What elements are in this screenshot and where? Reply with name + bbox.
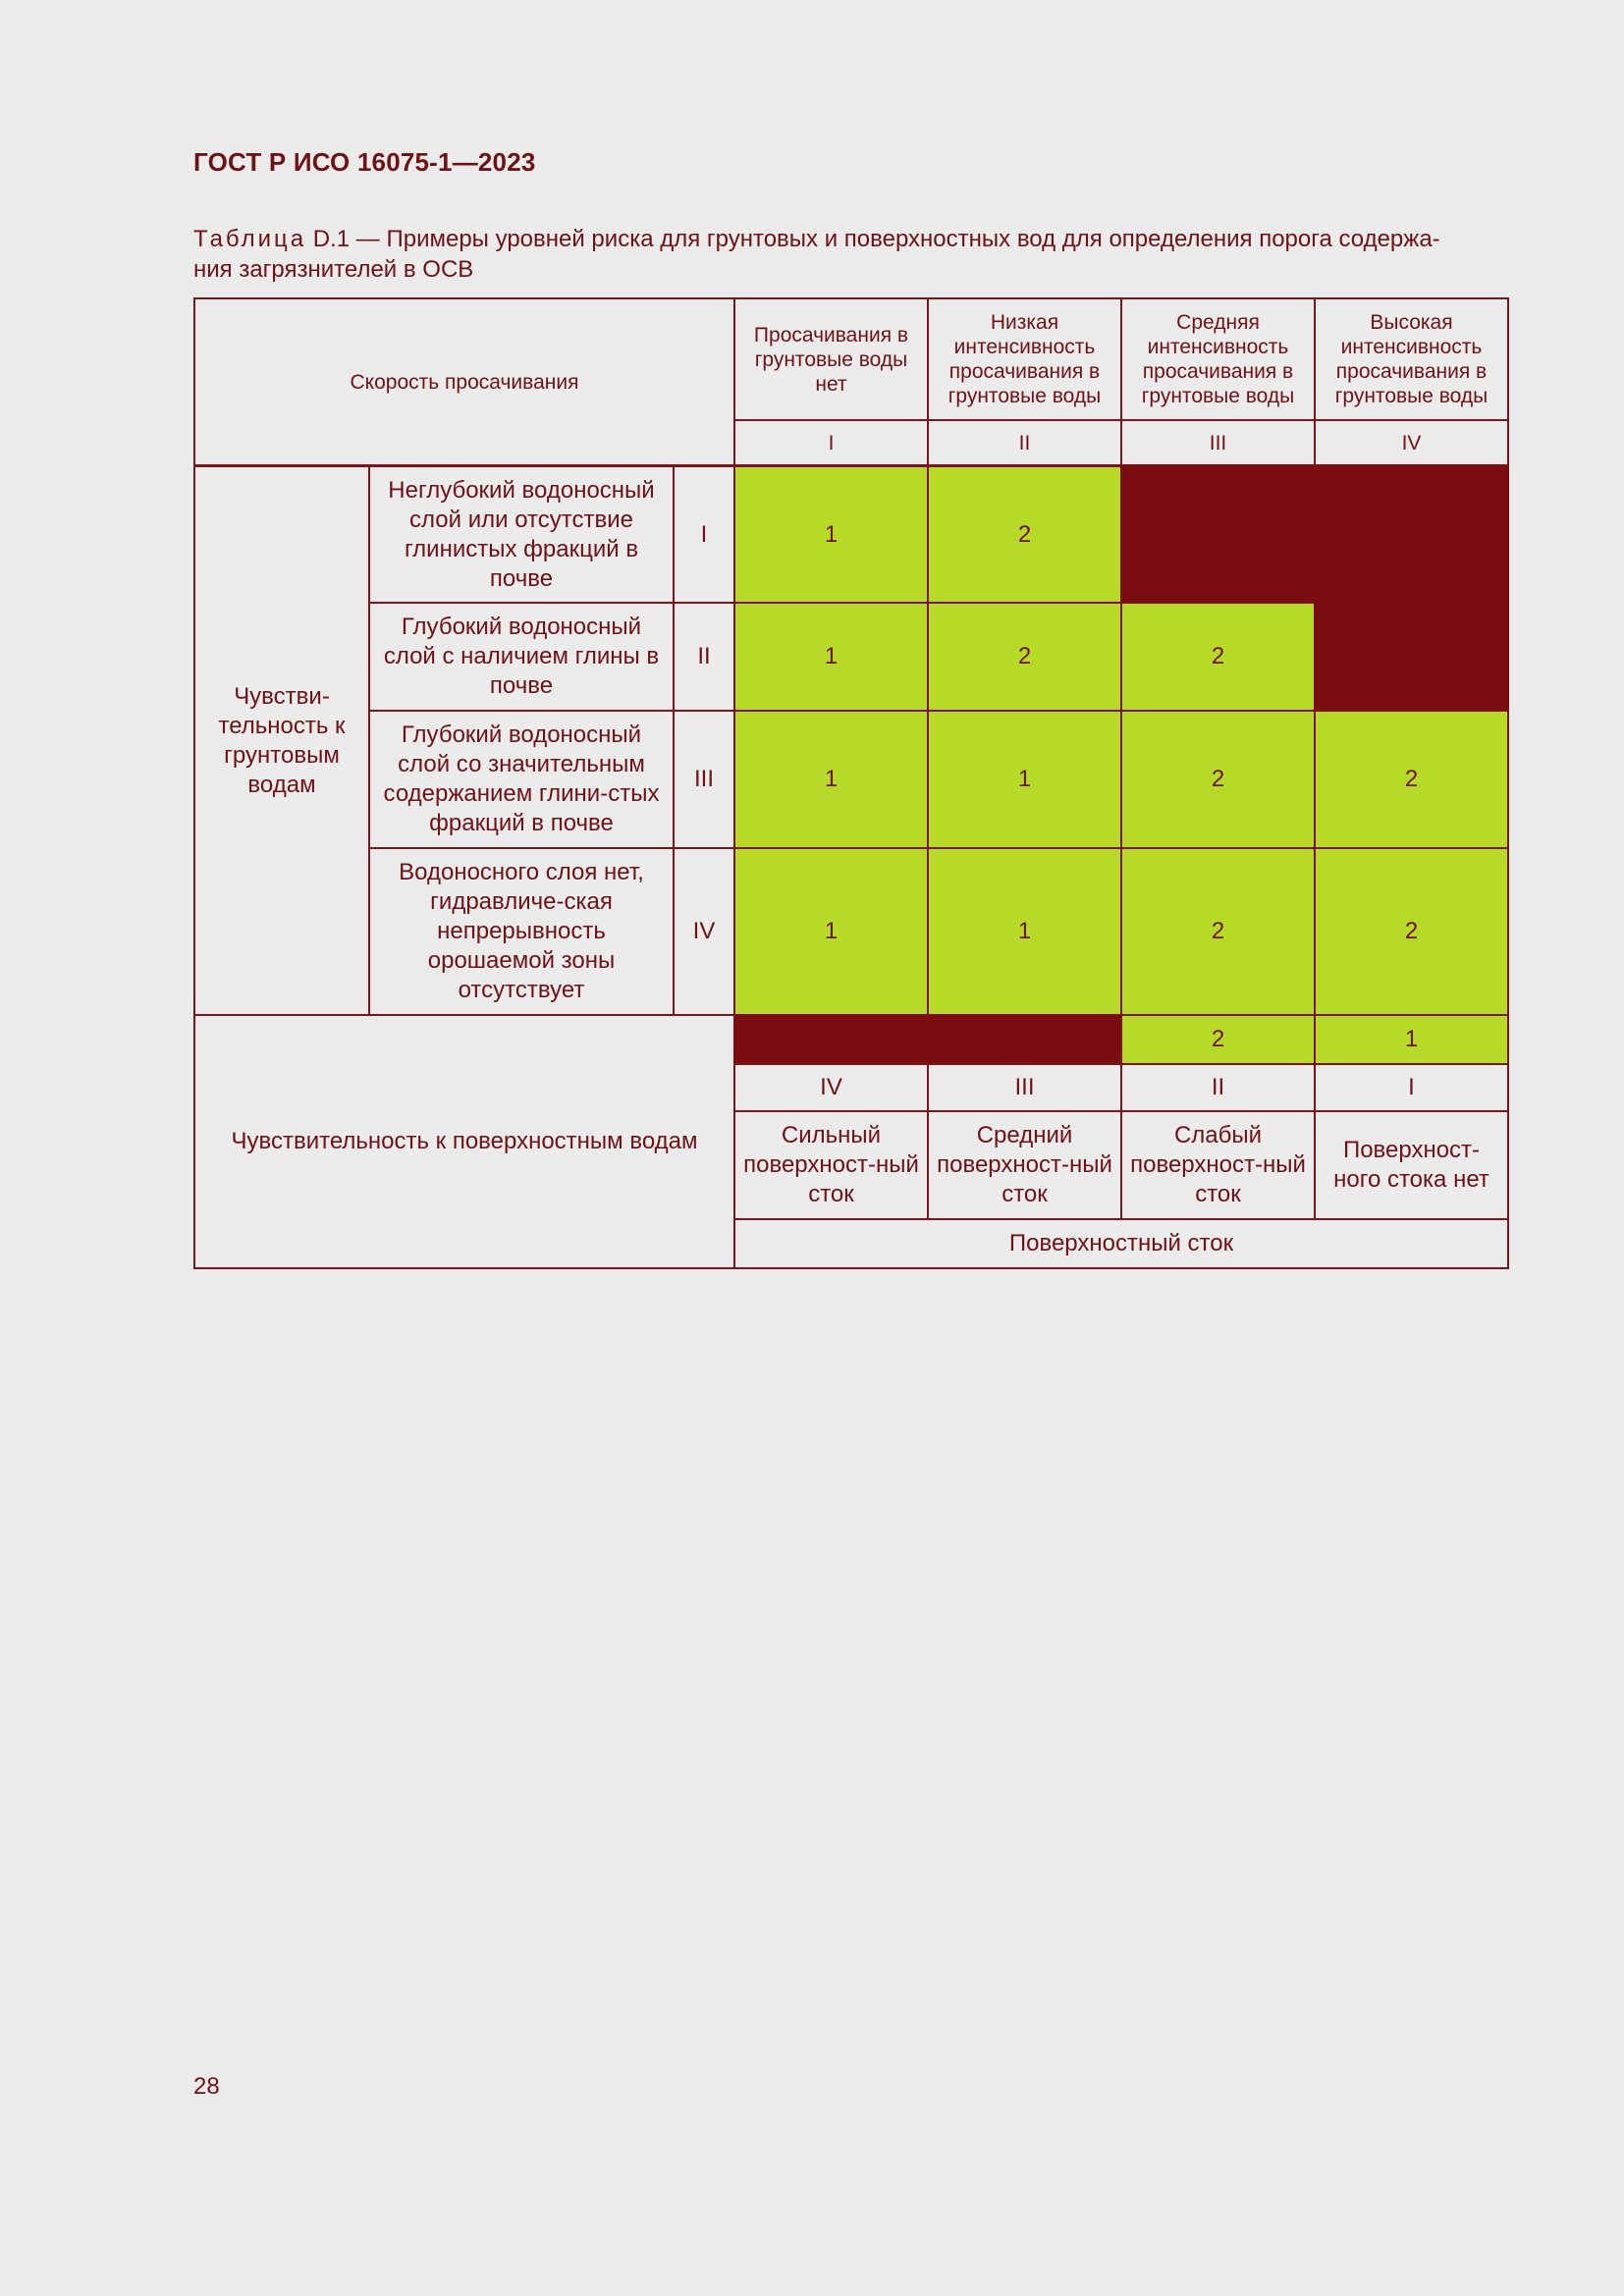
risk-cell-r4-c3: 2 <box>1120 847 1316 1016</box>
risk-cell-r3-c2: 1 <box>927 710 1122 849</box>
row-roman-1: I <box>673 464 735 604</box>
runoff-label-3: Слабый поверхност-ный сток <box>1120 1110 1316 1220</box>
document-id: ГОСТ Р ИСО 16075-1—2023 <box>193 147 536 177</box>
row-roman-2: II <box>673 602 735 712</box>
col-roman-2: II <box>927 419 1122 466</box>
risk-cell-r3-c1: 1 <box>733 710 929 849</box>
risk-cell-r2-c1: 1 <box>733 602 929 712</box>
surface-roman-4: I <box>1314 1063 1509 1112</box>
risk-cell-r1-c1: 1 <box>733 464 929 604</box>
risk-cell-r2-c2: 2 <box>927 602 1122 712</box>
runoff-label-1: Сильный поверхност-ный сток <box>733 1110 929 1220</box>
corner-header <box>193 297 735 466</box>
row-roman-3: III <box>673 710 735 849</box>
risk-cell-r1-c4 <box>1314 464 1509 604</box>
col-header-2: Низкая интенсивность просачивания в грунтовые воды <box>927 297 1122 421</box>
col-roman-4: IV <box>1314 419 1509 466</box>
surface-sensitivity-label: Чувствительность к поверхностным водам <box>193 1014 735 1269</box>
runoff-title: Поверхностный сток <box>733 1218 1509 1269</box>
risk-cell-r1-c3 <box>1120 464 1316 604</box>
runoff-label-2: Средний поверхност-ный сток <box>927 1110 1122 1220</box>
caption-text-line1: D.1 — Примеры уровней риска для грунтовых и поверхностных вод для определения порога содержа- <box>312 226 1440 252</box>
risk-cell-r3-c4: 2 <box>1314 710 1509 849</box>
caption-label: Таблица <box>193 226 307 252</box>
surface-value-2 <box>927 1014 1122 1065</box>
col-roman-1: I <box>733 419 929 466</box>
risk-cell-r4-c2: 1 <box>927 847 1122 1016</box>
row-label-3: Глубокий водоносный слой со значительным содержанием глини-стых фракций в почве <box>368 710 675 849</box>
risk-cell-r4-c1: 1 <box>733 847 929 1016</box>
row-label-2: Глубокий водоносный слой с наличием глины в почве <box>368 602 675 712</box>
row-roman-4: IV <box>673 847 735 1016</box>
surface-roman-2: III <box>927 1063 1122 1112</box>
page-number: 28 <box>193 2073 220 2100</box>
runoff-label-4: Поверхност-ного стока нет <box>1314 1110 1509 1220</box>
corner-label: Скорость просачивания <box>350 370 579 394</box>
col-header-4: Высокая интенсивность просачивания в грунтовые воды <box>1314 297 1509 421</box>
surface-value-3: 2 <box>1120 1014 1316 1065</box>
row-label-1: Неглубокий водоносный слой или отсутствие глинистых фракций в почве <box>368 464 675 604</box>
risk-cell-r3-c3: 2 <box>1120 710 1316 849</box>
surface-value-1 <box>733 1014 929 1065</box>
surface-roman-3: II <box>1120 1063 1316 1112</box>
surface-roman-1: IV <box>733 1063 929 1112</box>
col-header-1: Просачивания в грунтовые воды нет <box>733 297 929 421</box>
col-roman-3: III <box>1120 419 1316 466</box>
surface-value-4: 1 <box>1314 1014 1509 1065</box>
caption-text-line2: ния загрязнителей в ОСВ <box>193 256 474 283</box>
risk-cell-r2-c4 <box>1314 602 1509 712</box>
risk-cell-r4-c4: 2 <box>1314 847 1509 1016</box>
risk-cell-r1-c2: 2 <box>927 464 1122 604</box>
col-header-3: Средняя интенсивность просачивания в грунтовые воды <box>1120 297 1316 421</box>
risk-cell-r2-c3: 2 <box>1120 602 1316 712</box>
row-label-4: Водоносного слоя нет, гидравличе-ская непрерывность орошаемой зоны отсутствует <box>368 847 675 1016</box>
groundwater-sensitivity-label: Чувстви-тельность к грунтовым водам <box>193 464 370 1016</box>
